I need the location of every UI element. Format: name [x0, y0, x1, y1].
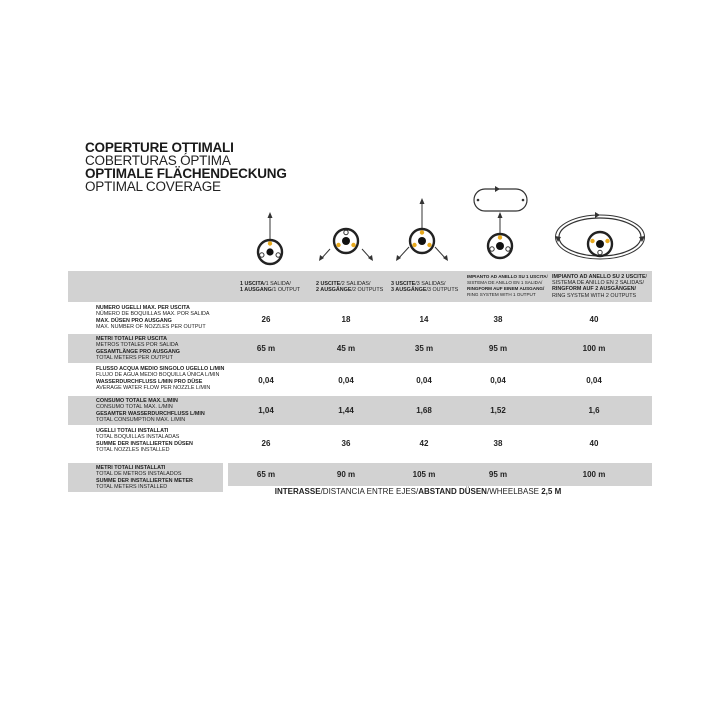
table-cell: 65 m: [256, 344, 276, 353]
title-german: OPTIMALE FLÄCHENDECKUNG: [85, 166, 287, 181]
table-cell: 42: [419, 439, 429, 448]
table-cell: 18: [341, 315, 351, 324]
ring-two-outputs-diagram-icon: [552, 212, 648, 270]
ring-one-output-diagram-icon: [468, 186, 533, 268]
table-cell: 1,68: [416, 406, 432, 415]
table-cell: 0,04: [416, 376, 432, 385]
column-header-1: 1 USCITA/1 SALIDA/ 1 AUSGANG/1 OUTPUT: [240, 281, 301, 294]
table-cell: 95 m: [488, 470, 508, 479]
table-cell: 65 m: [256, 470, 276, 479]
table-cell: 40: [589, 439, 599, 448]
title-italian: COPERTURE OTTIMALI: [85, 140, 234, 155]
row-header-nozzles-installed: UGELLI TOTALI INSTALLATI TOTAL BOQUILLAS INSTALADAS SUMME DER INSTALLIERTEN DÜSEN TOTAL NOZZLES INSTALLED: [96, 428, 193, 453]
title-english: OPTIMAL COVERAGE: [85, 179, 221, 194]
column-header-4: IMPIANTO AD ANELLO SU 1 USCITA/ SISTEMA DE ANILLO EN 1 SALIDA/ RINGFORM AUF EINEM AUSGANG/ RING SYSTEM WITH 1 OUTPUT: [467, 274, 548, 298]
table-cell: 1,44: [338, 406, 354, 415]
row-header-total-consumption: CONSUMO TOTALE MAX. L/MIN CONSUMO TOTAL MAX. L/MIN GESAMTER WASSERDURCHFLUSS L/MIN TOTAL CONSUMPTION MAX. L/MIN: [96, 398, 205, 423]
row-header-max-nozzles: NUMERO UGELLI MAX. PER USCITA NÚMERO DE BOQUILLAS MAX. POR SALIDA MAX. DÜSEN PRO AUSGANG MAX. NUMBER OF NOZZLES PER OUTPUT: [96, 305, 210, 330]
title-spanish: COBERTURAS ÓPTIMA: [85, 153, 231, 168]
table-cell: 26: [261, 315, 271, 324]
row-header-meters-installed: METRI TOTALI INSTALLATI TOTAL DE METROS INSTALADOS SUMME DER INSTALLIERTEN METER TOTAL METERS INSTALLED: [96, 465, 193, 490]
table-cell: 45 m: [336, 344, 356, 353]
column-header-5: IMPIANTO AD ANELLO SU 2 USCITE/ SISTEMA DE ANILLO EN 2 SALIDAS/ RINGFORM AUF 2 AUSGÄNGEN/ RING SYSTEM WITH 2 OUTPUTS: [552, 274, 648, 299]
column-header-3: 3 USCITE/3 SALIDAS/ 3 AUSGÄNGE/3 OUTPUTS: [391, 281, 459, 294]
table-cell: 90 m: [336, 470, 356, 479]
table-cell: 100 m: [582, 470, 606, 479]
table-cell: 38: [493, 315, 503, 324]
two-outputs-diagram-icon: [316, 215, 376, 267]
table-cell: 1,52: [490, 406, 506, 415]
table-cell: 1,04: [258, 406, 274, 415]
title-block: [85, 141, 287, 193]
table-cell: 38: [493, 439, 503, 448]
table-cell: 0,04: [586, 376, 602, 385]
table-cell: 95 m: [488, 344, 508, 353]
table-cell: 0,04: [258, 376, 274, 385]
table-cell: 35 m: [414, 344, 434, 353]
column-header-2: 2 USCITE/2 SALIDAS/ 2 AUSGÄNGE/2 OUTPUTS: [316, 281, 384, 294]
three-outputs-diagram-icon: [392, 195, 452, 267]
table-cell: 0,04: [490, 376, 506, 385]
row-header-water-flow: FLUSSO ACQUA MEDIO SINGOLO UGELLO L/MIN FLUJO DE AGUA MEDIO BOQUILLA ÚNICA L/MIN WASSERDURCHFLUSS L/MIN PRO DÜSE AVERAGE WATER FLOW PER NOZZLE L/MIN: [96, 366, 225, 391]
table-cell: 105 m: [412, 470, 436, 479]
table-cell: 0,04: [338, 376, 354, 385]
one-output-diagram-icon: [250, 205, 290, 270]
table-cell: 14: [419, 315, 429, 324]
row-header-meters-per-output: METRI TOTALI PER USCITA METROS TOTALES POR SALIDA GESAMTLÄNGE PRO AUSGANG TOTAL METERS PER OUTPUT: [96, 336, 180, 361]
table-cell: 26: [261, 439, 271, 448]
table-cell: 100 m: [582, 344, 606, 353]
table-cell: 40: [589, 315, 599, 324]
table-cell: 36: [341, 439, 351, 448]
wheelbase-note: INTERASSE/DISTANCIA ENTRE EJES/ABSTAND DÜSEN/WHEELBASE 2,5 M: [274, 487, 562, 496]
table-cell: 1,6: [588, 406, 600, 415]
